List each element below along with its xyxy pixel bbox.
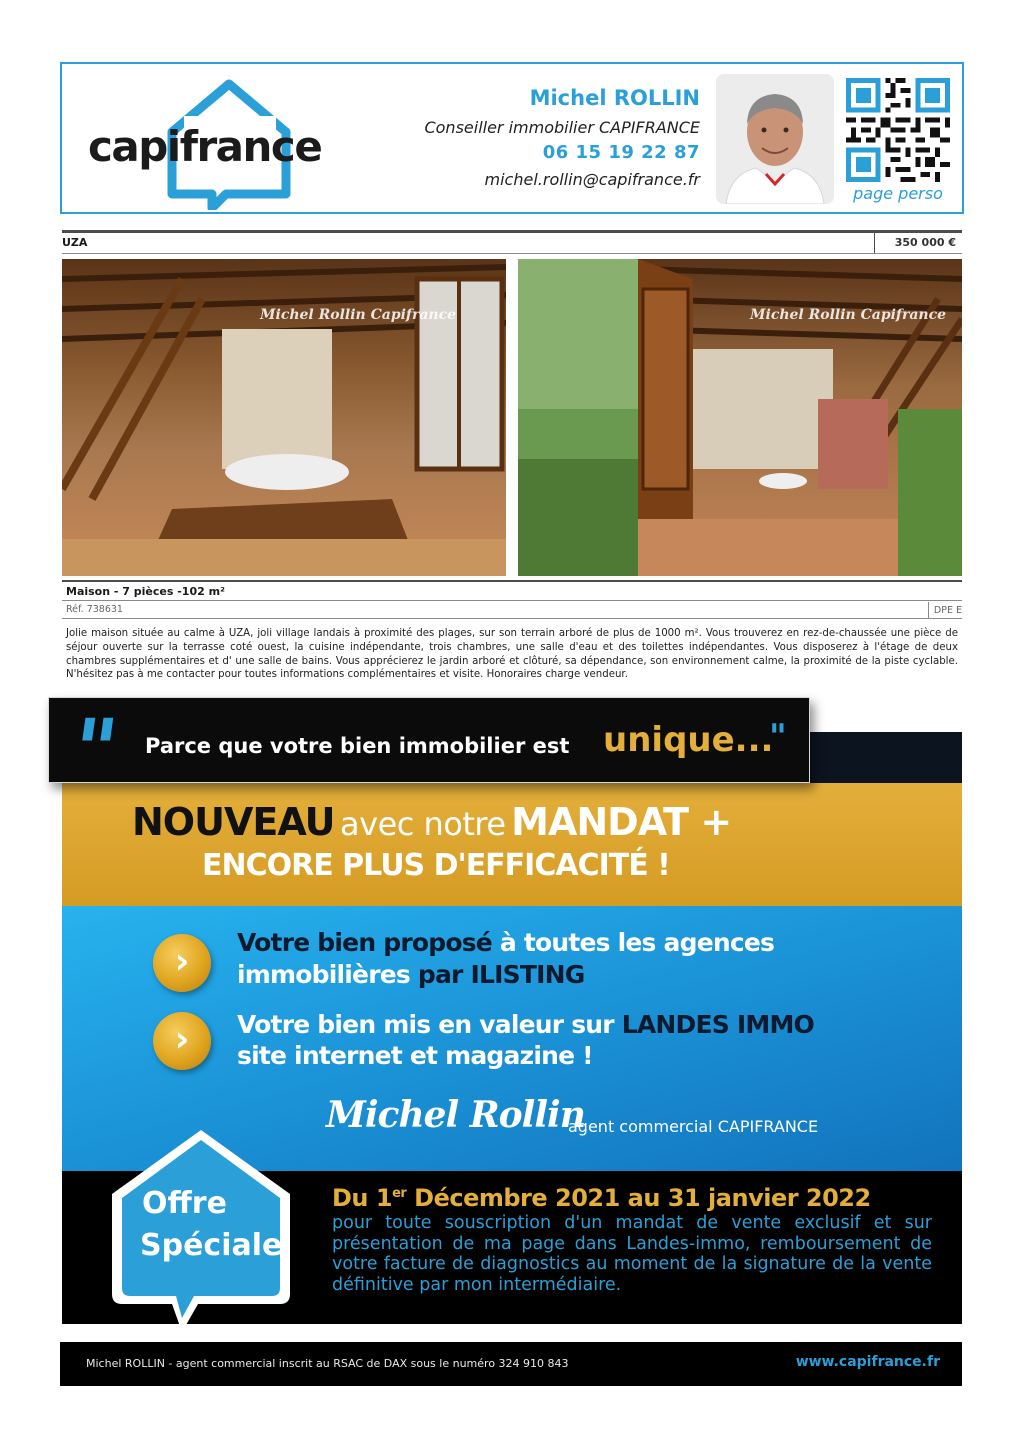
qr-caption: page perso — [853, 184, 943, 203]
slogan-text: Parce que votre bien immobilier est — [145, 734, 570, 758]
property-reference: Réf. 738631 — [66, 604, 123, 615]
bullet1-line1: Votre bien proposé à toutes les agences — [237, 928, 775, 957]
agent-name: Michel ROLLIN — [529, 86, 700, 110]
type-underline — [62, 600, 962, 601]
property-photo-living-room[interactable] — [62, 259, 506, 576]
footer-bar — [60, 1342, 962, 1386]
slogan-highlight: unique... — [603, 720, 774, 760]
bullet1-line2: immobilières par ILISTING — [237, 960, 585, 989]
signature-title: agent commercial CAPIFRANCE — [568, 1117, 819, 1136]
agent-email[interactable]: michel.rollin@capifrance.fr — [484, 170, 700, 189]
bullet2-line1: Votre bien mis en valeur sur LANDES IMMO — [237, 1010, 814, 1039]
footer-legal: Michel ROLLIN - agent commercial inscrit au RSAC de DAX sous le numéro 324 910 843 — [86, 1357, 569, 1370]
open-quote-icon: " — [66, 701, 106, 799]
photo-watermark: Michel Rollin Capifrance — [260, 307, 456, 323]
bullet2-line2: site internet et magazine ! — [237, 1041, 593, 1070]
qr-code-icon[interactable] — [846, 78, 950, 182]
offer-line1: Offre — [142, 1186, 227, 1221]
slogan-banner — [48, 697, 810, 799]
agent-phone[interactable]: 06 15 19 22 87 — [542, 142, 700, 163]
mandat-headline — [132, 800, 731, 844]
photos-divider — [62, 580, 962, 582]
property-photo-lounge[interactable] — [518, 259, 962, 576]
promo-text: pour toute souscription d'un mandat de vente exclusif et sur présentation de ma page dans Landes-immo, remboursement de votre facture de diagnostics au moment de la signature de la vente définitive par mon intermédiaire. — [332, 1213, 932, 1295]
property-type: Maison - 7 pièces -102 m² — [66, 585, 225, 598]
agent-title: Conseiller immobilier CAPIFRANCE — [424, 118, 700, 137]
efficacite-headline: ENCORE PLUS D'EFFICACITÉ ! — [202, 848, 670, 883]
close-quote-icon: " — [769, 717, 787, 757]
chevron-right-icon: › — [153, 1012, 211, 1070]
agent-signature: Michel Rollin — [326, 1094, 585, 1136]
dpe-divider — [928, 602, 929, 618]
capifrance-logo: capifrance — [88, 122, 322, 171]
ref-underline — [62, 618, 962, 619]
property-dpe: DPE E — [933, 605, 962, 616]
mandat-text: MANDAT + — [511, 800, 732, 844]
property-description: Jolie maison située au calme à UZA, joli village landais à proximité des plages, sur son terrain arboré de plus de 1000 m². Vous trouverez en rez-de-chaussée une pièce de séjour ouverte sur la terrasse coté ouest, la cuisine indépendante, trois chambres, une salle d'eau et des toilettes indépendantes. Vous disposerez à l'étage de deux chambres supplémentaires et d' une salle de bains. Vous apprécierez le jardin arboré et clôturé, sa dépendance, son environnement calme, la proximité de la piste cyclable. N'hésitez pas à me contacter pour toutes informations complémentaires et visite. Honoraires charge vendeur. — [66, 628, 958, 681]
listing-price: 350 000 € — [894, 236, 956, 249]
avec-notre-text: avec notre — [340, 805, 506, 843]
price-divider — [874, 233, 875, 253]
city-underline — [62, 253, 962, 254]
agent-portrait — [716, 74, 834, 204]
agent-header — [60, 62, 964, 214]
footer-website-link[interactable]: www.capifrance.fr — [795, 1354, 940, 1370]
photo-watermark: Michel Rollin Capifrance — [750, 307, 946, 323]
listing-city: UZA — [62, 236, 88, 249]
promo-dates: Du 1er Décembre 2021 au 31 janvier 2022 — [332, 1184, 871, 1212]
nouveau-text: NOUVEAU — [132, 800, 335, 844]
top-divider — [62, 230, 962, 233]
offer-line2: Spéciale — [140, 1228, 283, 1263]
chevron-right-icon: › — [153, 934, 211, 992]
